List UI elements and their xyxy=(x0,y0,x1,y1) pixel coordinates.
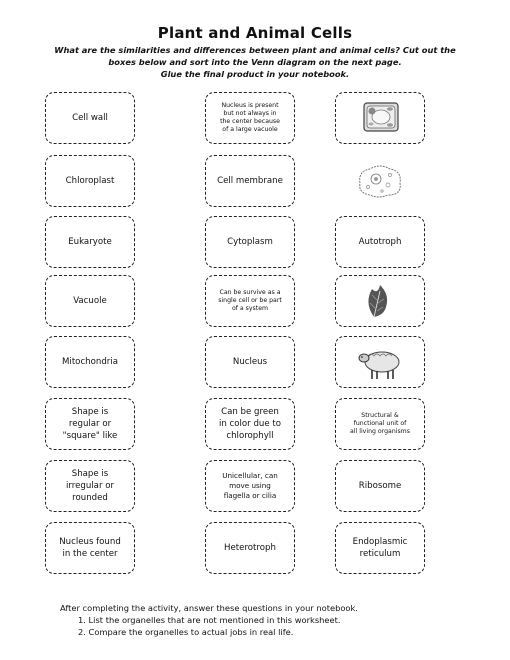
card-label: Cytoplasm xyxy=(227,237,273,247)
card-nucleus-center[interactable] xyxy=(45,522,135,574)
sheep-icon xyxy=(350,342,410,382)
follow-up-intro: After completing the activity, answer these questions in your notebook. xyxy=(60,603,358,613)
card-plant-cell-picture[interactable] xyxy=(335,92,425,144)
card-nucleus-not-center[interactable] xyxy=(205,92,295,144)
card-mitochondria[interactable] xyxy=(45,336,135,388)
question-1: 1. List the organelles that are not mentioned in this worksheet. xyxy=(78,615,341,625)
instructions-line: boxes below and sort into the Venn diagram on the next page. xyxy=(108,57,402,67)
card-leaf-picture[interactable] xyxy=(335,275,425,327)
card-single-cell-or-system[interactable] xyxy=(205,275,295,327)
card-label: Chloroplast xyxy=(65,176,115,186)
card-nucleus[interactable] xyxy=(205,336,295,388)
card-label: Heterotroph xyxy=(224,543,276,553)
card-cell-membrane[interactable] xyxy=(205,155,295,207)
card-label: Nucleus xyxy=(232,357,268,367)
instructions-line: Glue the final product in your notebook. xyxy=(160,69,350,79)
card-label: Vacuole xyxy=(73,296,107,306)
leaf-icon xyxy=(350,281,410,321)
card-label: Structural & functional unit of all living organisms xyxy=(350,412,410,435)
card-animal-cell-picture[interactable] xyxy=(335,155,425,207)
animal-cell-icon xyxy=(350,161,410,201)
card-label: Cell membrane xyxy=(217,176,283,186)
card-label: Mitochondria xyxy=(62,357,118,367)
card-cell-wall[interactable] xyxy=(45,92,135,144)
card-label: Ribosome xyxy=(358,481,402,491)
card-label: Cell wall xyxy=(72,113,108,123)
follow-up-questions xyxy=(60,602,480,638)
card-label: Nucleus is present but not always in the center because of a large vacuole xyxy=(220,102,280,133)
card-heterotroph[interactable] xyxy=(205,522,295,574)
card-label: Unicellular, can move using flagella or cilia xyxy=(222,471,278,500)
card-endoplasmic-reticulum[interactable] xyxy=(335,522,425,574)
plant-cell-icon xyxy=(350,98,410,138)
card-unicellular[interactable] xyxy=(205,460,295,512)
card-label: Eukaryote xyxy=(68,237,112,247)
card-eukaryote[interactable] xyxy=(45,216,135,268)
page-title: Plant and Animal Cells xyxy=(157,24,353,42)
card-shape-irregular[interactable] xyxy=(45,460,135,512)
card-cytoplasm[interactable] xyxy=(205,216,295,268)
question-2: 2. Compare the organelles to actual jobs in real life. xyxy=(78,627,294,637)
card-green-chlorophyll[interactable] xyxy=(205,398,295,450)
card-vacuole[interactable] xyxy=(45,275,135,327)
card-label: Shape is irregular or rounded xyxy=(65,469,114,503)
card-label: Can be survive as a single cell or be part of a system xyxy=(218,289,282,312)
card-chloroplast[interactable] xyxy=(45,155,135,207)
card-label: Shape is regular or "square" like xyxy=(62,407,118,441)
instructions-line: What are the similarities and differences between plant and animal cells? Cut out the xyxy=(54,45,456,55)
instructions xyxy=(30,44,480,80)
card-label: Endoplasmic reticulum xyxy=(352,537,408,559)
card-label: Can be green in color due to chlorophyll xyxy=(218,407,281,441)
card-autotroph[interactable] xyxy=(335,216,425,268)
card-sheep-picture[interactable] xyxy=(335,336,425,388)
card-label: Autotroph xyxy=(358,237,402,247)
card-ribosome[interactable] xyxy=(335,460,425,512)
card-label: Nucleus found in the center xyxy=(59,537,121,559)
card-shape-regular[interactable] xyxy=(45,398,135,450)
card-structural-functional-unit[interactable] xyxy=(335,398,425,450)
